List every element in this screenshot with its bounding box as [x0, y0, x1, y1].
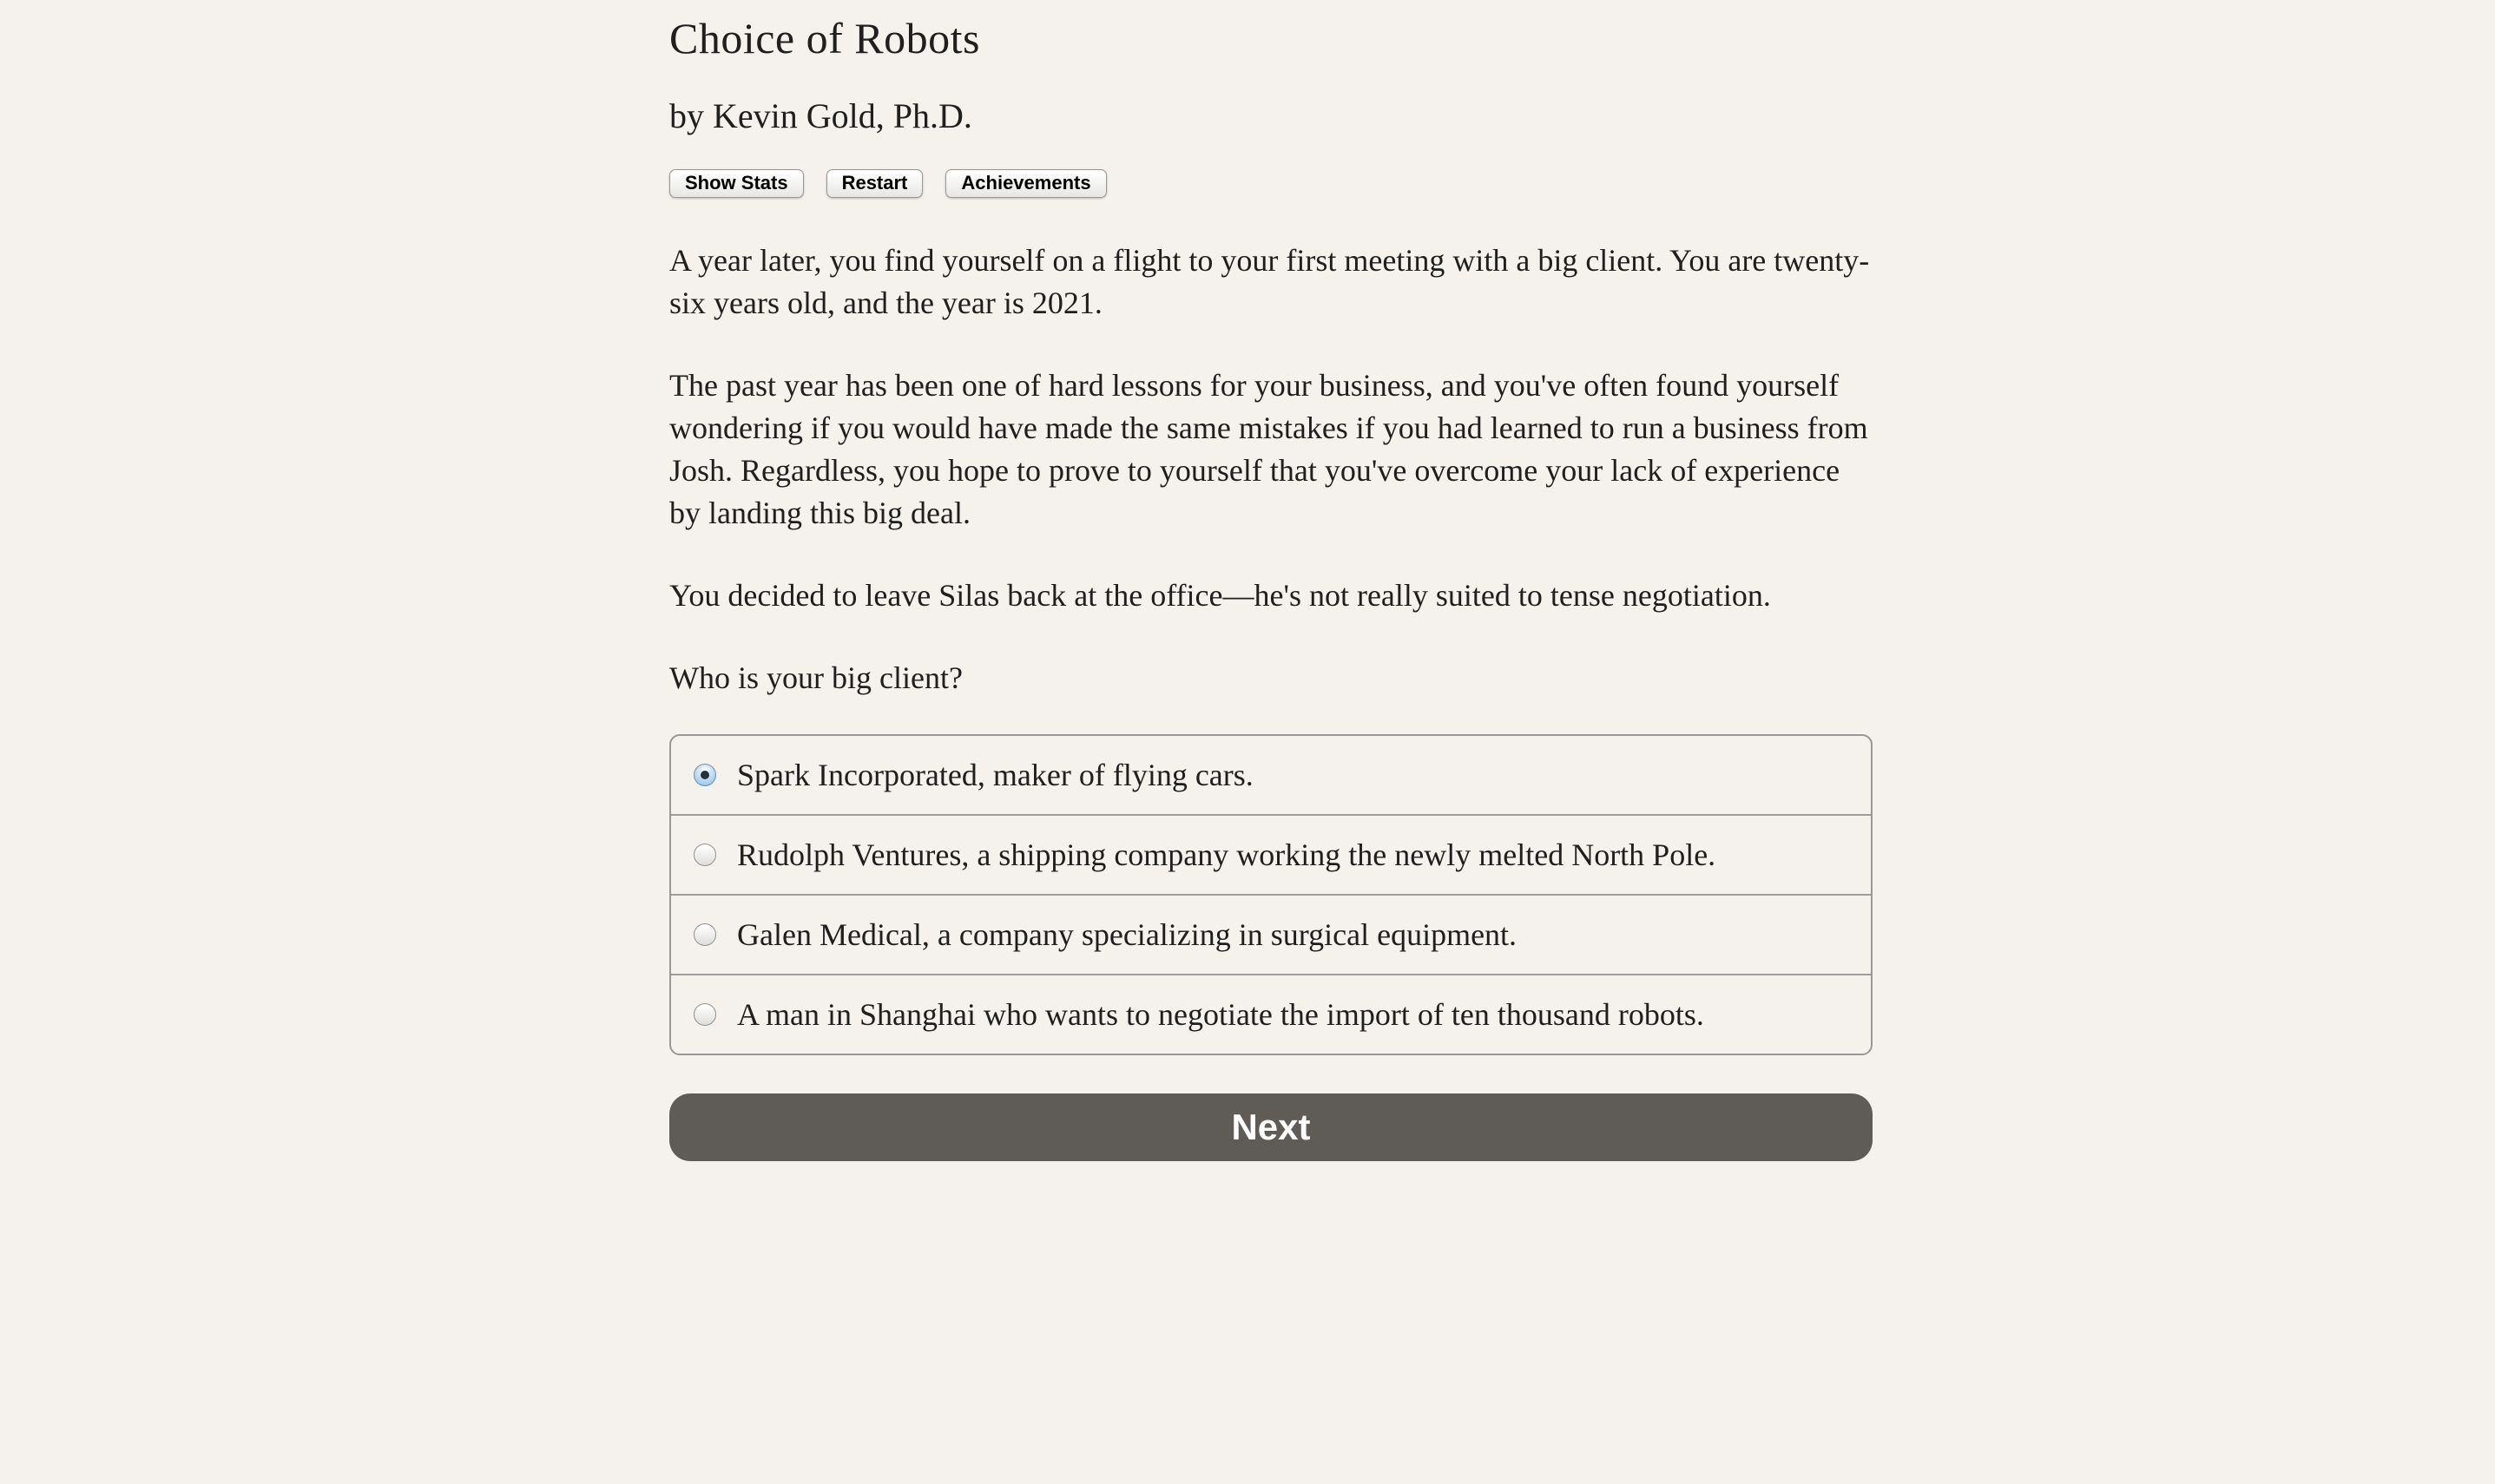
choice-option-label: Spark Incorporated, maker of flying cars. [737, 757, 1254, 792]
choice-option-spark[interactable] [671, 736, 1871, 814]
choice-option-label: Rudolph Ventures, a shipping company working the newly melted North Pole. [737, 837, 1716, 872]
choice-list [669, 734, 1873, 1055]
choice-option-label: Galen Medical, a company specializing in surgical equipment. [737, 916, 1517, 952]
show-stats-button[interactable]: Show Stats [669, 169, 804, 198]
story-text [669, 240, 1873, 699]
game-author: by Kevin Gold, Ph.D. [669, 95, 972, 135]
story-question: Who is your big client? [669, 660, 963, 695]
story-paragraph-1: A year later, you find yourself on a flight to your first meeting with a big client. You are twenty-six years old, and the year is 2021. [669, 242, 1870, 320]
choice-option-label: A man in Shanghai who wants to negotiate the import of ten thousand robots. [737, 996, 1704, 1032]
choice-option-rudolph[interactable] [671, 814, 1871, 894]
achievements-button[interactable]: Achievements [945, 169, 1106, 198]
radio-button-icon[interactable] [694, 923, 716, 946]
choice-option-galen[interactable] [671, 894, 1871, 974]
restart-button[interactable]: Restart [826, 169, 924, 198]
story-paragraph-2: The past year has been one of hard lessons for your business, and you've often found yourself wondering if you would have made the same mistakes if you had learned to run a business from Josh. Regardless, you hope to prove to yourself that you've overcome your lack of experience by landing this big deal. [669, 367, 1868, 530]
story-page [669, 14, 1873, 1161]
story-paragraph-3: You decided to leave Silas back at the office—he's not really suited to tense negotiation. [669, 577, 1771, 613]
toolbar [669, 169, 1873, 198]
choice-option-shanghai[interactable] [671, 974, 1871, 1054]
game-title: Choice of Robots [669, 14, 980, 62]
radio-button-icon[interactable] [694, 1003, 716, 1026]
next-button[interactable]: Next [669, 1093, 1873, 1161]
radio-button-icon[interactable] [694, 844, 716, 866]
radio-button-icon[interactable] [694, 764, 716, 786]
radio-dot-icon [701, 771, 709, 779]
